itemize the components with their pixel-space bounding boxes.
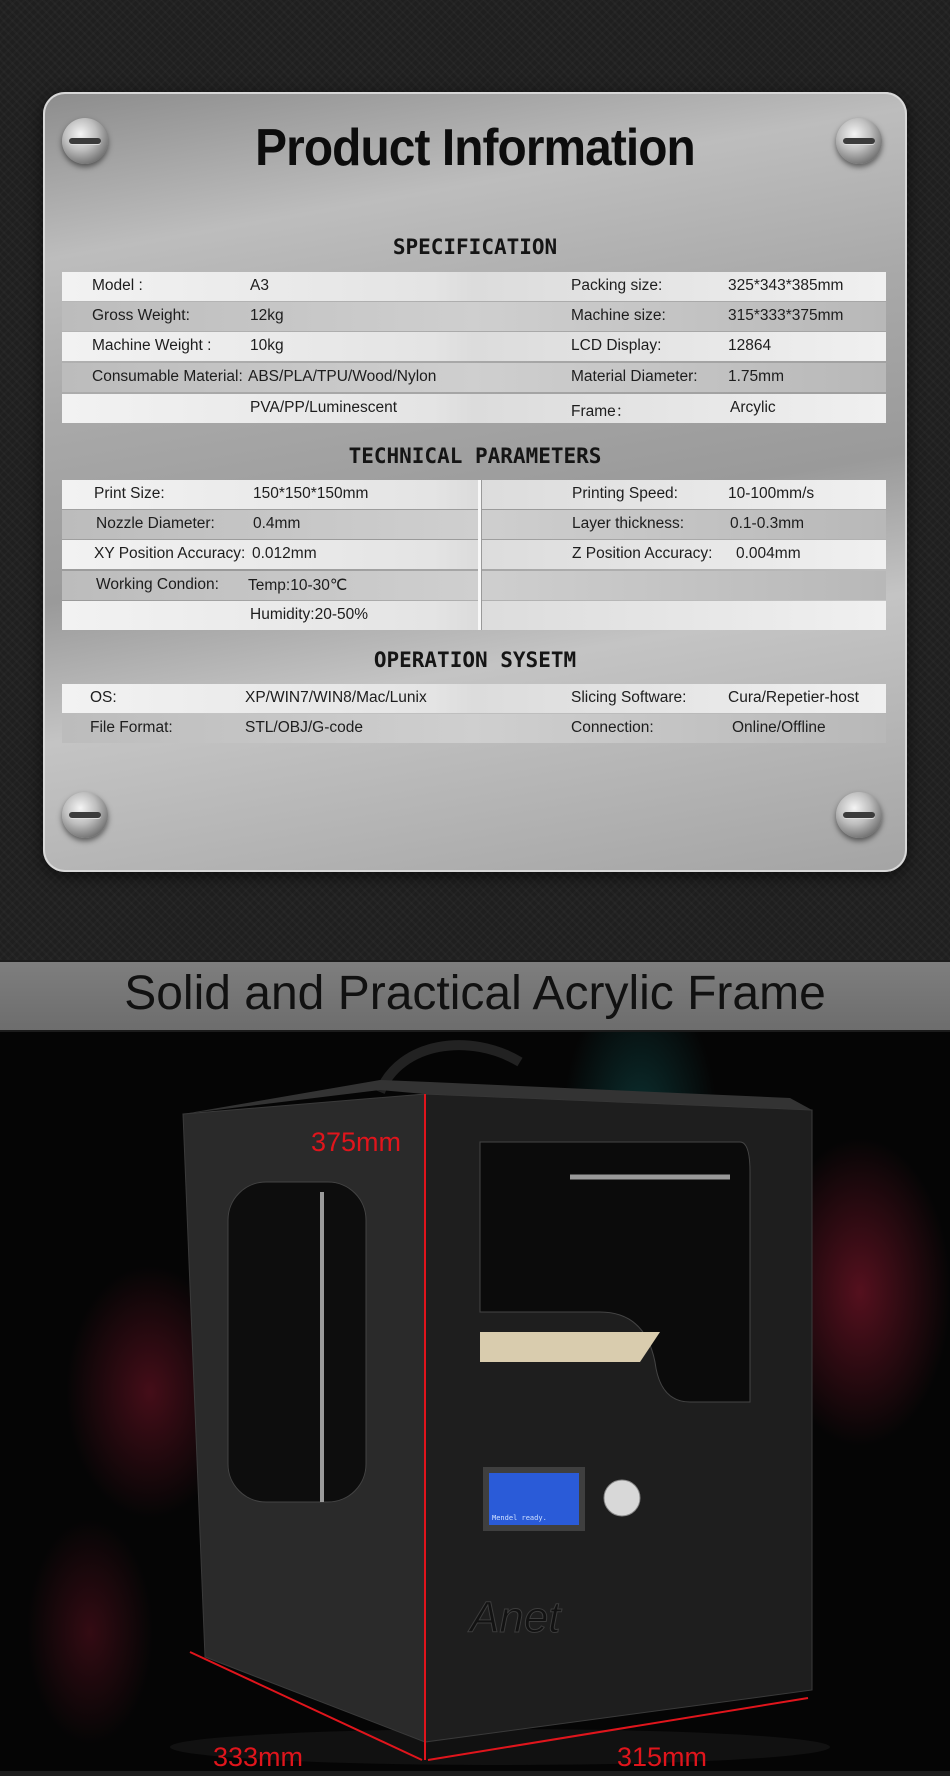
printer-illustration xyxy=(0,1032,950,1771)
spec-row xyxy=(62,272,886,301)
spec-label: Frame： xyxy=(571,403,632,420)
operation-heading: OPERATION SYSETM xyxy=(373,648,577,672)
tech-value: 0.004mm xyxy=(736,545,801,562)
spec-label: Consumable Material: xyxy=(92,368,243,385)
spec-row xyxy=(62,394,886,423)
depth-dimension-label: 333mm xyxy=(213,1742,304,1772)
tech-label: Working Condion: xyxy=(96,576,219,593)
spec-value: 10kg xyxy=(250,337,284,354)
os-value: Online/Offline xyxy=(732,719,826,736)
specification-heading: SPECIFICATION xyxy=(392,235,558,259)
os-value: Cura/Repetier-host xyxy=(728,689,859,706)
spec-value: 1.75mm xyxy=(728,368,784,385)
control-knob[interactable] xyxy=(604,1480,640,1516)
os-label: File Format: xyxy=(90,719,173,736)
page-title: Product Information xyxy=(255,119,695,177)
tech-row xyxy=(62,571,886,600)
tech-value: 150*150*150mm xyxy=(253,485,369,502)
tech-value: Humidity:20-50% xyxy=(250,606,369,623)
spec-label: Material Diameter: xyxy=(571,368,698,385)
tech-label: Z Position Accuracy: xyxy=(572,545,713,562)
technical-heading: TECHNICAL PARAMETERS xyxy=(348,444,602,468)
os-label: Slicing Software: xyxy=(571,689,687,706)
tech-value: 0.012mm xyxy=(252,545,317,562)
spec-value: ABS/PLA/TPU/Wood/Nylon xyxy=(248,368,437,385)
spec-value: 12kg xyxy=(250,307,284,324)
tech-value: 0.4mm xyxy=(253,515,301,532)
height-dimension-label: 375mm xyxy=(311,1127,402,1157)
spec-label: LCD Display: xyxy=(571,337,662,354)
spec-value: A3 xyxy=(250,277,269,294)
brand-logo: Anet xyxy=(470,1593,561,1642)
side-window xyxy=(228,1182,366,1502)
spec-label: Packing size: xyxy=(571,277,663,294)
tech-row xyxy=(62,480,886,509)
tech-label: XY Position Accuracy: xyxy=(94,545,246,562)
column-divider xyxy=(478,480,481,630)
screw-icon xyxy=(62,792,108,838)
banner-text: Solid and Practical Acrylic Frame xyxy=(124,967,826,1020)
tech-label: Nozzle Diameter: xyxy=(96,515,215,532)
print-bed xyxy=(480,1332,660,1362)
spec-value: 315*333*375mm xyxy=(728,307,844,324)
os-label: Connection: xyxy=(571,719,654,736)
spec-label: Machine size: xyxy=(571,307,666,324)
spec-value: Arcylic xyxy=(730,399,776,416)
spec-row xyxy=(62,302,886,331)
os-row xyxy=(62,714,886,743)
tech-label: Layer thickness: xyxy=(572,515,684,532)
tech-label: Print Size: xyxy=(94,485,165,502)
os-value: XP/WIN7/WIN8/Mac/Lunix xyxy=(245,689,427,706)
spec-value: 325*343*385mm xyxy=(728,277,844,294)
spec-label: Machine Weight : xyxy=(92,337,212,354)
screw-icon xyxy=(836,792,882,838)
tech-value: Temp:10-30℃ xyxy=(248,577,348,594)
printer-photo xyxy=(0,1032,950,1771)
width-dimension-label: 315mm xyxy=(617,1742,708,1772)
spec-value: PVA/PP/Luminescent xyxy=(250,399,398,416)
tech-label: Printing Speed: xyxy=(572,485,678,502)
tech-row xyxy=(62,601,886,630)
tech-value: 0.1-0.3mm xyxy=(730,515,805,532)
tech-row xyxy=(62,540,886,569)
os-label: OS: xyxy=(90,689,117,706)
os-value: STL/OBJ/G-code xyxy=(245,719,364,736)
spec-value: 12864 xyxy=(728,337,772,354)
lcd-status-text: Mendel ready. xyxy=(492,1514,547,1522)
os-row xyxy=(62,684,886,713)
tech-row xyxy=(62,510,886,539)
spec-row xyxy=(62,363,886,392)
spec-label: Model : xyxy=(92,277,143,294)
spec-row xyxy=(62,332,886,361)
tech-value: 10-100mm/s xyxy=(728,485,815,502)
spec-label: Gross Weight: xyxy=(92,307,190,324)
